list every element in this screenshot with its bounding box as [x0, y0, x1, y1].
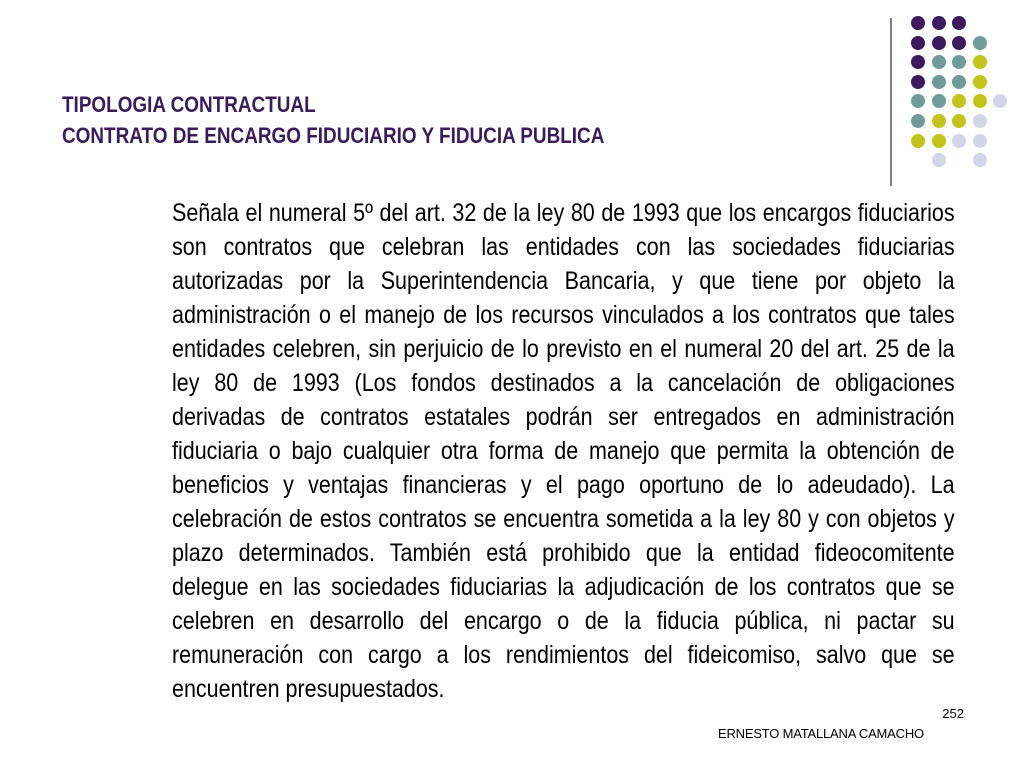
- decorative-dot: [952, 36, 966, 50]
- decorative-dot: [973, 55, 987, 69]
- decorative-dot: [911, 114, 925, 128]
- title-line-2: CONTRATO DE ENCARGO FIDUCIARIO Y FIDUCIA PUBLICA: [62, 123, 605, 148]
- decorative-dot: [952, 16, 966, 30]
- decorative-dot: [911, 16, 925, 30]
- decorative-dot: [911, 134, 925, 148]
- decorative-dot: [932, 75, 946, 89]
- decorative-dot: [973, 153, 987, 167]
- decorative-dot: [993, 94, 1007, 108]
- decorative-dot: [932, 114, 946, 128]
- decorative-dot: [973, 94, 987, 108]
- decorative-dot: [932, 36, 946, 50]
- decorative-dot: [911, 94, 925, 108]
- body-paragraph: Señala el numeral 5º del art. 32 de la ley 80 de 1993 que los encargos fiduciarios son contratos que celebran las entidades con las sociedades fiduciarias autorizadas por la Superintendencia Bancaria, y que tiene por objeto la administración o el manejo de los recursos vinculados a los contratos que tales entidades celebren, sin perjuicio de lo previsto en el numeral 20 del art. 25 de la ley 80 de 1993 (Los fondos destinados a la cancelación de obligaciones derivadas de contratos estatales podrán ser entregados en administración fiduciaria o bajo cualquier otra forma de manejo que permita la obtención de beneficios y ventajas financieras y el pago oportuno de lo adeudado). La celebración de estos contratos se encuentra sometida a la ley 80 y con objetos y plazo determinados. También está prohibido que la entidad fideocomitente delegue en las sociedades fiduciarias la adjudicación de los contratos que se celebren en desarrollo del encargo o de la fiducia pública, ni pactar su remuneración con cargo a los rendimientos del fideicomiso, salvo que se encuentren presupuestados.: [172, 199, 955, 703]
- decorative-dot: [973, 114, 987, 128]
- decorative-dot: [952, 94, 966, 108]
- page-number: 252: [942, 706, 964, 721]
- decorative-dot: [932, 153, 946, 167]
- decorative-dot: [973, 36, 987, 50]
- decorative-dot: [932, 16, 946, 30]
- decorative-dot: [932, 94, 946, 108]
- decorative-dot: [952, 75, 966, 89]
- decorative-dot: [911, 36, 925, 50]
- decorative-dot: [932, 55, 946, 69]
- decorative-dot: [932, 134, 946, 148]
- decorative-dot: [952, 114, 966, 128]
- title-line-1: TIPOLOGIA CONTRACTUAL: [62, 92, 316, 117]
- decorative-dot: [911, 75, 925, 89]
- decorative-dot: [952, 55, 966, 69]
- decorative-dot: [973, 134, 987, 148]
- decorative-dot: [973, 75, 987, 89]
- decorative-dot: [911, 55, 925, 69]
- author-footer: ERNESTO MATALLANA CAMACHO: [718, 726, 924, 741]
- decorative-dot: [952, 134, 966, 148]
- vertical-divider: [890, 18, 892, 186]
- slide-title: [62, 89, 733, 151]
